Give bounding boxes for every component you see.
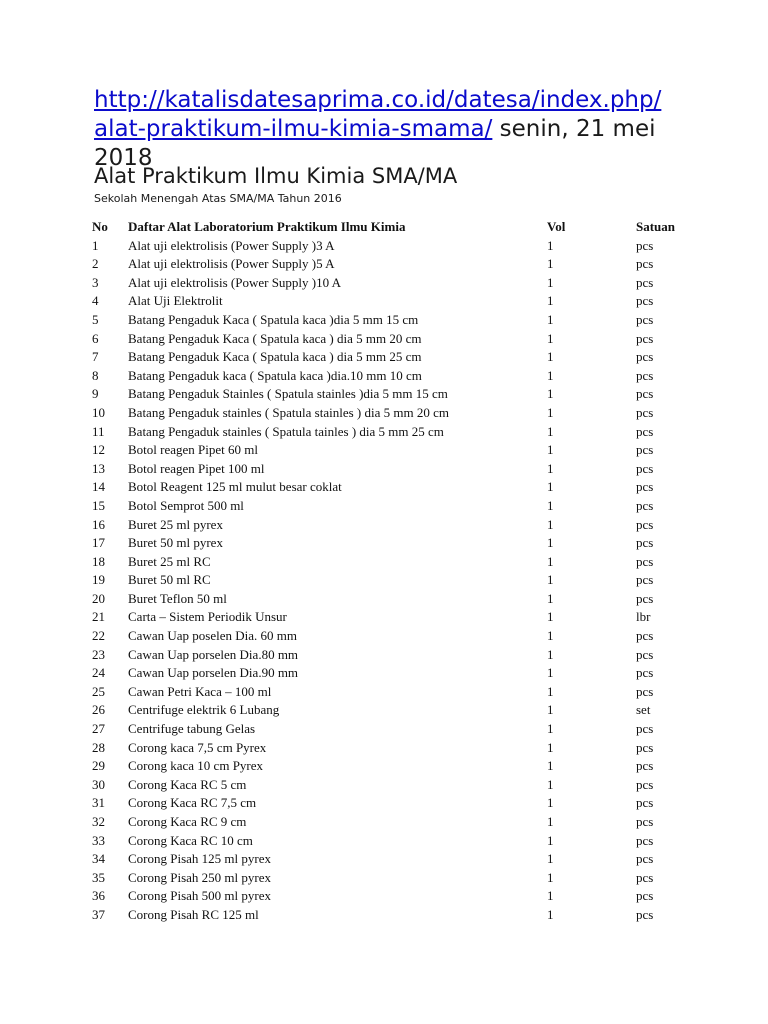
cell-no: 2 xyxy=(92,256,99,272)
table-row xyxy=(92,590,716,609)
cell-item-name: Corong Kaca RC 5 cm xyxy=(128,776,247,792)
table-row xyxy=(92,850,716,869)
document-title: Alat Praktikum Ilmu Kimia SMA/MA xyxy=(94,164,458,188)
cell-vol: 1 xyxy=(547,460,554,476)
cell-vol: 1 xyxy=(547,832,554,848)
table-row xyxy=(92,237,716,256)
table-body xyxy=(92,237,716,925)
cell-unit: pcs xyxy=(636,665,654,681)
cell-no: 25 xyxy=(92,683,105,699)
cell-vol: 1 xyxy=(547,795,554,811)
cell-item-name: Corong Kaca RC 10 cm xyxy=(128,832,253,848)
cell-unit: pcs xyxy=(636,423,654,439)
cell-unit: pcs xyxy=(636,553,654,569)
cell-item-name: Corong kaca 7,5 cm Pyrex xyxy=(128,739,267,755)
cell-no: 34 xyxy=(92,851,105,867)
cell-unit: pcs xyxy=(636,386,654,402)
cell-no: 20 xyxy=(92,590,105,606)
cell-item-name: Batang Pengaduk kaca ( Spatula kaca )dia.10 mm 10 cm xyxy=(128,367,422,383)
cell-vol: 1 xyxy=(547,423,554,439)
source-link-line1: http://katalisdatesaprima.co.id/datesa/index.php/ xyxy=(94,87,662,113)
table-row xyxy=(92,776,716,795)
table-row xyxy=(92,385,716,404)
table-row xyxy=(92,887,716,906)
cell-vol: 1 xyxy=(547,665,554,681)
table-row xyxy=(92,478,716,497)
cell-unit: pcs xyxy=(636,442,654,458)
table-row xyxy=(92,869,716,888)
table-row xyxy=(92,794,716,813)
cell-item-name: Corong Kaca RC 9 cm xyxy=(128,814,247,829)
cell-item-name: Alat Uji Elektrolit xyxy=(128,293,223,309)
table-row xyxy=(92,255,716,274)
cell-vol: 1 xyxy=(547,237,554,253)
table-row xyxy=(92,274,716,293)
cell-no: 22 xyxy=(92,628,105,644)
cell-vol: 1 xyxy=(547,330,554,346)
cell-vol: 1 xyxy=(547,628,554,644)
cell-vol: 1 xyxy=(547,442,554,458)
table-header-row xyxy=(92,218,716,237)
cell-unit: pcs xyxy=(636,274,654,290)
cell-no: 7 xyxy=(92,349,99,365)
cell-unit: pcs xyxy=(636,237,654,253)
cell-unit: pcs xyxy=(636,460,654,476)
cell-no: 1 xyxy=(92,237,99,253)
cell-unit: pcs xyxy=(636,888,654,904)
equipment-table xyxy=(92,218,716,925)
cell-vol: 1 xyxy=(547,404,554,420)
table-row xyxy=(92,646,716,665)
cell-unit: pcs xyxy=(636,479,654,495)
cell-no: 12 xyxy=(92,442,105,458)
cell-no: 32 xyxy=(92,814,105,829)
table-row xyxy=(92,441,716,460)
cell-unit: pcs xyxy=(636,721,654,737)
cell-vol: 1 xyxy=(547,739,554,755)
cell-unit: pcs xyxy=(636,906,654,922)
cell-unit: pcs xyxy=(636,256,654,272)
cell-item-name: Centrifuge tabung Gelas xyxy=(128,721,256,737)
cell-unit: pcs xyxy=(636,795,654,811)
cell-item-name: Buret Teflon 50 ml xyxy=(128,590,227,606)
cell-vol: 1 xyxy=(547,274,554,290)
cell-item-name: Batang Pengaduk Kaca ( Spatula kaca ) dia 5 mm 25 cm xyxy=(128,349,422,365)
cell-item-name: Buret 25 ml RC xyxy=(128,553,211,569)
cell-no: 26 xyxy=(92,702,105,718)
cell-item-name: Batang Pengaduk Kaca ( Spatula kaca )dia 5 mm 15 cm xyxy=(128,311,419,327)
cell-item-name: Corong Pisah 250 ml pyrex xyxy=(128,869,271,885)
cell-no: 16 xyxy=(92,516,105,532)
cell-unit: pcs xyxy=(636,869,654,885)
cell-no: 17 xyxy=(92,535,105,551)
cell-no: 4 xyxy=(92,293,99,309)
cell-vol: 1 xyxy=(547,535,554,551)
cell-no: 30 xyxy=(92,776,105,792)
table-row xyxy=(92,330,716,349)
cell-vol: 1 xyxy=(547,479,554,495)
cell-no: 29 xyxy=(92,758,105,774)
cell-vol: 1 xyxy=(547,497,554,513)
cell-no: 10 xyxy=(92,404,105,420)
cell-unit: pcs xyxy=(636,739,654,755)
cell-item-name: Buret 50 ml pyrex xyxy=(128,535,223,551)
cell-item-name: Corong Pisah 125 ml pyrex xyxy=(128,851,271,867)
cell-item-name: Botol reagen Pipet 60 ml xyxy=(128,442,258,458)
page-heading xyxy=(94,86,694,173)
table-row xyxy=(92,664,716,683)
cell-no: 28 xyxy=(92,739,105,755)
cell-vol: 1 xyxy=(547,869,554,885)
table-row xyxy=(92,497,716,516)
header-no: No xyxy=(92,219,108,234)
cell-vol: 1 xyxy=(547,349,554,365)
cell-no: 11 xyxy=(92,423,105,439)
table-row xyxy=(92,404,716,423)
document-subtitle: Sekolah Menengah Atas SMA/MA Tahun 2016 xyxy=(94,192,342,205)
table-row xyxy=(92,720,716,739)
cell-no: 37 xyxy=(92,906,105,922)
cell-no: 35 xyxy=(92,869,105,885)
cell-unit: pcs xyxy=(636,497,654,513)
cell-vol: 1 xyxy=(547,683,554,699)
cell-item-name: Batang Pengaduk stainles ( Spatula stainles ) dia 5 mm 20 cm xyxy=(128,404,449,420)
cell-item-name: Corong Kaca RC 7,5 cm xyxy=(128,795,257,811)
cell-item-name: Botol Reagent 125 ml mulut besar coklat xyxy=(128,479,342,495)
cell-unit: pcs xyxy=(636,832,654,848)
table-row xyxy=(92,534,716,553)
cell-vol: 1 xyxy=(547,721,554,737)
cell-item-name: Batang Pengaduk Kaca ( Spatula kaca ) dia 5 mm 20 cm xyxy=(128,330,422,346)
table-row xyxy=(92,832,716,851)
cell-vol: 1 xyxy=(547,906,554,922)
header-vol: Vol xyxy=(547,219,566,234)
table-row xyxy=(92,608,716,627)
table-row xyxy=(92,516,716,535)
cell-no: 31 xyxy=(92,795,105,811)
table-row xyxy=(92,813,716,832)
header-item-name: Daftar Alat Laboratorium Praktikum Ilmu Kimia xyxy=(128,219,406,234)
cell-no: 23 xyxy=(92,646,105,662)
cell-unit: pcs xyxy=(636,293,654,309)
cell-item-name: Cawan Uap porselen Dia.80 mm xyxy=(128,646,299,662)
cell-item-name: Cawan Uap poselen Dia. 60 mm xyxy=(128,628,297,644)
cell-vol: 1 xyxy=(547,776,554,792)
cell-unit: pcs xyxy=(636,330,654,346)
cell-unit: pcs xyxy=(636,311,654,327)
cell-vol: 1 xyxy=(547,386,554,402)
cell-unit: pcs xyxy=(636,404,654,420)
table-row xyxy=(92,423,716,442)
cell-vol: 1 xyxy=(547,590,554,606)
cell-unit: pcs xyxy=(636,646,654,662)
cell-vol: 1 xyxy=(547,888,554,904)
cell-vol: 1 xyxy=(547,256,554,272)
cell-item-name: Botol reagen Pipet 100 ml xyxy=(128,460,265,476)
cell-vol: 1 xyxy=(547,814,554,829)
cell-vol: 1 xyxy=(547,609,554,625)
cell-unit: pcs xyxy=(636,590,654,606)
cell-item-name: Corong Pisah RC 125 ml xyxy=(128,906,259,922)
table-row xyxy=(92,292,716,311)
cell-unit: pcs xyxy=(636,367,654,383)
cell-vol: 1 xyxy=(547,702,554,718)
table-row xyxy=(92,906,716,925)
table-row xyxy=(92,757,716,776)
cell-no: 14 xyxy=(92,479,105,495)
cell-unit: pcs xyxy=(636,535,654,551)
table-row xyxy=(92,367,716,386)
cell-unit: set xyxy=(636,702,651,718)
cell-item-name: Corong Pisah 500 ml pyrex xyxy=(128,888,271,904)
cell-unit: pcs xyxy=(636,776,654,792)
cell-no: 15 xyxy=(92,497,105,513)
cell-unit: pcs xyxy=(636,572,654,588)
cell-no: 8 xyxy=(92,367,99,383)
cell-unit: lbr xyxy=(636,609,651,625)
table-row xyxy=(92,683,716,702)
date-text: senin, 21 mei 2018 xyxy=(94,116,656,171)
cell-item-name: Alat uji elektrolisis (Power Supply )10 A xyxy=(128,274,342,290)
cell-vol: 1 xyxy=(547,758,554,774)
cell-no: 19 xyxy=(92,572,105,588)
cell-item-name: Buret 25 ml pyrex xyxy=(128,516,223,532)
table-row xyxy=(92,739,716,758)
table-row xyxy=(92,627,716,646)
cell-item-name: Alat uji elektrolisis (Power Supply )5 A xyxy=(128,256,335,272)
cell-unit: pcs xyxy=(636,516,654,532)
cell-item-name: Batang Pengaduk stainles ( Spatula tainles ) dia 5 mm 25 cm xyxy=(128,423,444,439)
cell-no: 13 xyxy=(92,460,105,476)
table-row xyxy=(92,460,716,479)
cell-no: 6 xyxy=(92,330,99,346)
cell-vol: 1 xyxy=(547,293,554,309)
cell-vol: 1 xyxy=(547,553,554,569)
cell-item-name: Botol Semprot 500 ml xyxy=(128,497,244,513)
cell-unit: pcs xyxy=(636,851,654,867)
cell-vol: 1 xyxy=(547,311,554,327)
cell-unit: pcs xyxy=(636,628,654,644)
cell-item-name: Cawan Petri Kaca – 100 ml xyxy=(128,683,272,699)
cell-no: 3 xyxy=(92,274,99,290)
table-row xyxy=(92,701,716,720)
cell-item-name: Buret 50 ml RC xyxy=(128,572,211,588)
cell-no: 21 xyxy=(92,609,105,625)
table-row xyxy=(92,553,716,572)
cell-no: 9 xyxy=(92,386,99,402)
cell-no: 33 xyxy=(92,832,105,848)
cell-item-name: Batang Pengaduk Stainles ( Spatula stainles )dia 5 mm 15 cm xyxy=(128,386,448,402)
cell-no: 36 xyxy=(92,888,105,904)
cell-item-name: Cawan Uap porselen Dia.90 mm xyxy=(128,665,299,681)
source-link-line2: alat-praktikum-ilmu-kimia-smama/ xyxy=(94,116,493,142)
cell-no: 18 xyxy=(92,553,105,569)
cell-vol: 1 xyxy=(547,851,554,867)
cell-item-name: Corong kaca 10 cm Pyrex xyxy=(128,758,264,774)
cell-vol: 1 xyxy=(547,646,554,662)
cell-unit: pcs xyxy=(636,683,654,699)
cell-unit: pcs xyxy=(636,758,654,774)
cell-item-name: Carta – Sistem Periodik Unsur xyxy=(128,609,287,625)
table-row xyxy=(92,348,716,367)
cell-item-name: Centrifuge elektrik 6 Lubang xyxy=(128,702,280,718)
cell-no: 24 xyxy=(92,665,105,681)
cell-unit: pcs xyxy=(636,814,654,829)
header-unit: Satuan xyxy=(636,219,676,234)
cell-item-name: Alat uji elektrolisis (Power Supply )3 A xyxy=(128,237,335,253)
cell-no: 5 xyxy=(92,311,99,327)
cell-vol: 1 xyxy=(547,367,554,383)
table-row xyxy=(92,571,716,590)
cell-vol: 1 xyxy=(547,516,554,532)
cell-unit: pcs xyxy=(636,349,654,365)
table-row xyxy=(92,311,716,330)
cell-no: 27 xyxy=(92,721,105,737)
cell-vol: 1 xyxy=(547,572,554,588)
